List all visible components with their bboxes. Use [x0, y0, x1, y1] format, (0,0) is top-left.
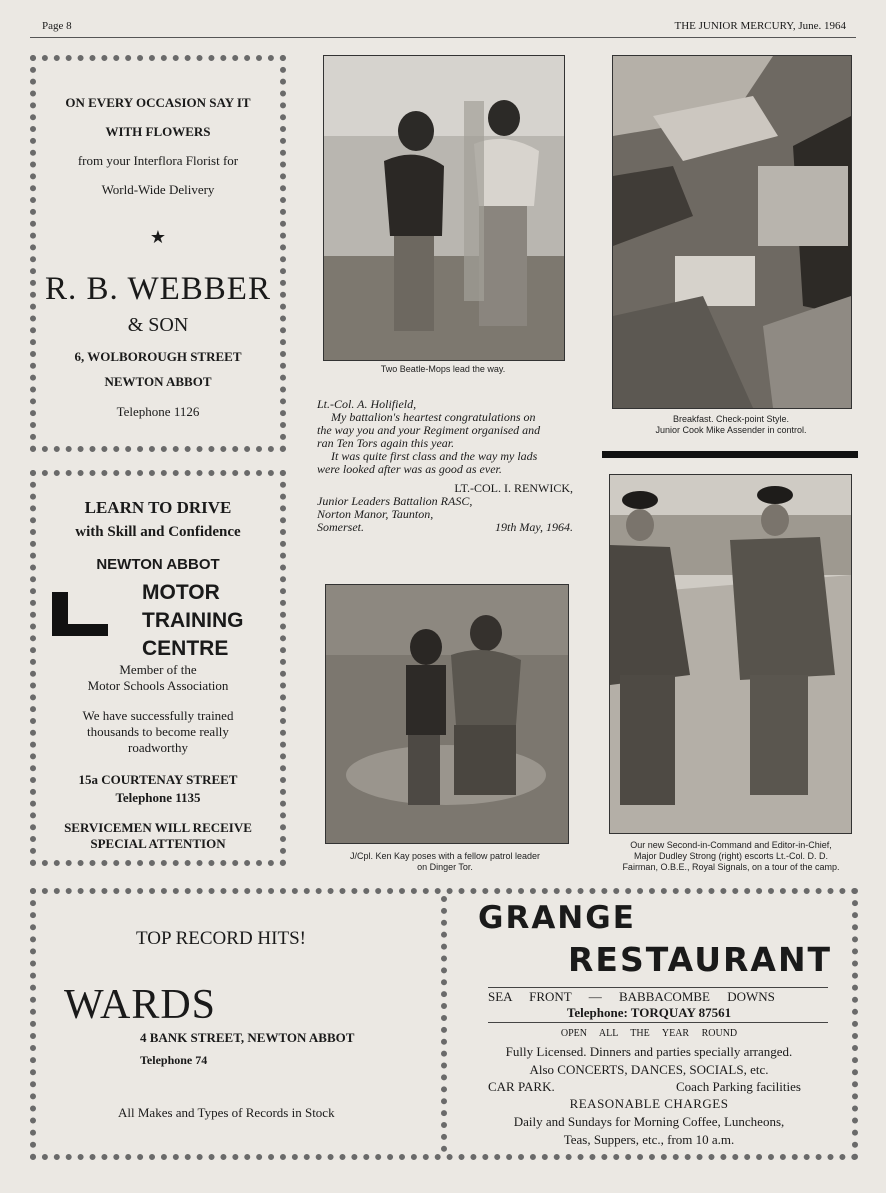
grange-rule-bottom [488, 1022, 828, 1023]
l-plate-icon [50, 590, 110, 638]
caption-breakfast-2: Junior Cook Mike Assender in control. [655, 425, 807, 435]
caption-breakfast-1: Breakfast. Check-point Style. [672, 414, 790, 424]
driving-line1: LEARN TO DRIVE [84, 498, 232, 517]
page-number: Page 8 [42, 20, 72, 32]
letter-line1: My battalion's heartest congratulations on [331, 410, 536, 424]
webber-line2: WITH FLOWERS [105, 124, 211, 139]
letter-signature: LT.-COL. I. RENWICK, [454, 481, 573, 495]
wards-headline: TOP RECORD HITS! [136, 928, 306, 949]
grange-line2: Also CONCERTS, DANCES, SOCIALS, etc. [529, 1062, 769, 1077]
column-divider-bar [602, 451, 858, 458]
webber-street: 6, WOLBOROUGH STREET [74, 349, 242, 364]
driving-centre: CENTRE [142, 637, 229, 660]
wards-advert [40, 896, 438, 1152]
driving-trained2: thousands to become really [87, 724, 229, 739]
photo-beatle-mops [323, 55, 565, 361]
grange-location: SEA FRONT — BABBACOMBE DOWNS [488, 989, 775, 1004]
publication-title: THE JUNIOR MERCURY, June. 1964 [674, 20, 846, 32]
photo-ken-kay [325, 584, 569, 844]
driving-member1: Member of the [119, 662, 197, 677]
driving-training: TRAINING [142, 609, 244, 632]
wards-address: 4 BANK STREET, NEWTON ABBOT [140, 1030, 355, 1045]
webber-line1: ON EVERY OCCASION SAY IT [65, 95, 251, 110]
caption-ken-kay-2: on Dinger Tor. [417, 862, 473, 872]
webber-phone: Telephone 1126 [116, 404, 200, 419]
grange-advert [448, 896, 850, 1152]
driving-service1: SERVICEMEN WILL RECEIVE [64, 820, 252, 835]
webber-town: NEWTON ABBOT [104, 374, 212, 389]
webber-line4: World-Wide Delivery [101, 182, 215, 197]
caption-officers-2: Major Dudley Strong (right) escorts Lt.-Col. D. D. [633, 851, 829, 861]
webber-name: R. B. WEBBER [45, 271, 271, 307]
driving-line2: with Skill and Confidence [75, 524, 241, 540]
driving-place: NEWTON ABBOT [96, 556, 220, 573]
letter-date: 19th May, 1964. [495, 520, 573, 534]
photo-officers [609, 474, 852, 834]
star-icon: ★ [149, 227, 167, 247]
driving-member2: Motor Schools Association [87, 678, 229, 693]
letter-text [317, 398, 575, 534]
driving-service2: SPECIAL ATTENTION [90, 836, 226, 851]
grange-rule-top [488, 987, 828, 988]
bottom-advert-divider [441, 896, 447, 1152]
driving-school-advert [30, 470, 286, 866]
grange-name1: GRANGE [478, 900, 636, 936]
letter-unit: Junior Leaders Battalion RASC, [317, 494, 473, 508]
wards-phone: Telephone 74 [140, 1053, 208, 1067]
webber-line3: from your Interflora Florist for [77, 153, 239, 168]
grange-phone: Telephone: TORQUAY 87561 [566, 1005, 732, 1020]
letter-line4: It was quite first class and the way my lads [331, 449, 538, 463]
webber-advert [30, 55, 286, 452]
driving-phone: Telephone 1135 [115, 790, 201, 805]
driving-trained1: We have successfully trained [82, 708, 234, 723]
grange-line5: Daily and Sundays for Morning Coffee, Luncheons, [513, 1114, 785, 1129]
photo-breakfast [612, 55, 852, 409]
letter-line5: were looked after was as good as ever. [317, 462, 502, 476]
grange-line6: Teas, Suppers, etc., from 10 a.m. [563, 1132, 735, 1147]
grange-name2: RESTAURANT [568, 940, 833, 979]
letter-addr2: Somerset. [317, 520, 364, 534]
driving-trained3: roadworthy [128, 740, 188, 755]
grange-charges: REASONABLE CHARGES [569, 1096, 729, 1111]
letter-line2: the way you and your Regiment organised and [317, 423, 541, 437]
caption-ken-kay-1: J/Cpl. Ken Kay poses with a fellow patrol leader [349, 851, 541, 861]
grange-line1: Fully Licensed. Dinners and parties specially arranged. [505, 1044, 793, 1059]
caption-officers-3: Fairman, O.B.E., Royal Signals, on a tour of the camp. [622, 862, 840, 872]
driving-motor: MOTOR [142, 581, 220, 604]
letter-line3: ran Ten Tors again this year. [317, 436, 455, 450]
grange-coach: Coach Parking facilities [676, 1079, 801, 1094]
letter-salutation: Lt.-Col. A. Holifield, [317, 397, 417, 411]
wards-name: WARDS [64, 982, 217, 1028]
wards-tagline: All Makes and Types of Records in Stock [118, 1105, 335, 1120]
grange-car-park: CAR PARK. [488, 1079, 555, 1094]
caption-beatle-mops: Two Beatle-Mops lead the way. [380, 364, 506, 374]
webber-son: & SON [127, 314, 189, 336]
driving-address: 15a COURTENAY STREET [78, 772, 238, 787]
caption-officers-1: Our new Second-in-Command and Editor-in-Chief, [630, 840, 832, 850]
header-rule [30, 37, 856, 38]
grange-open: OPEN ALL THE YEAR ROUND [560, 1028, 738, 1039]
letter-addr1: Norton Manor, Taunton, [317, 507, 434, 521]
